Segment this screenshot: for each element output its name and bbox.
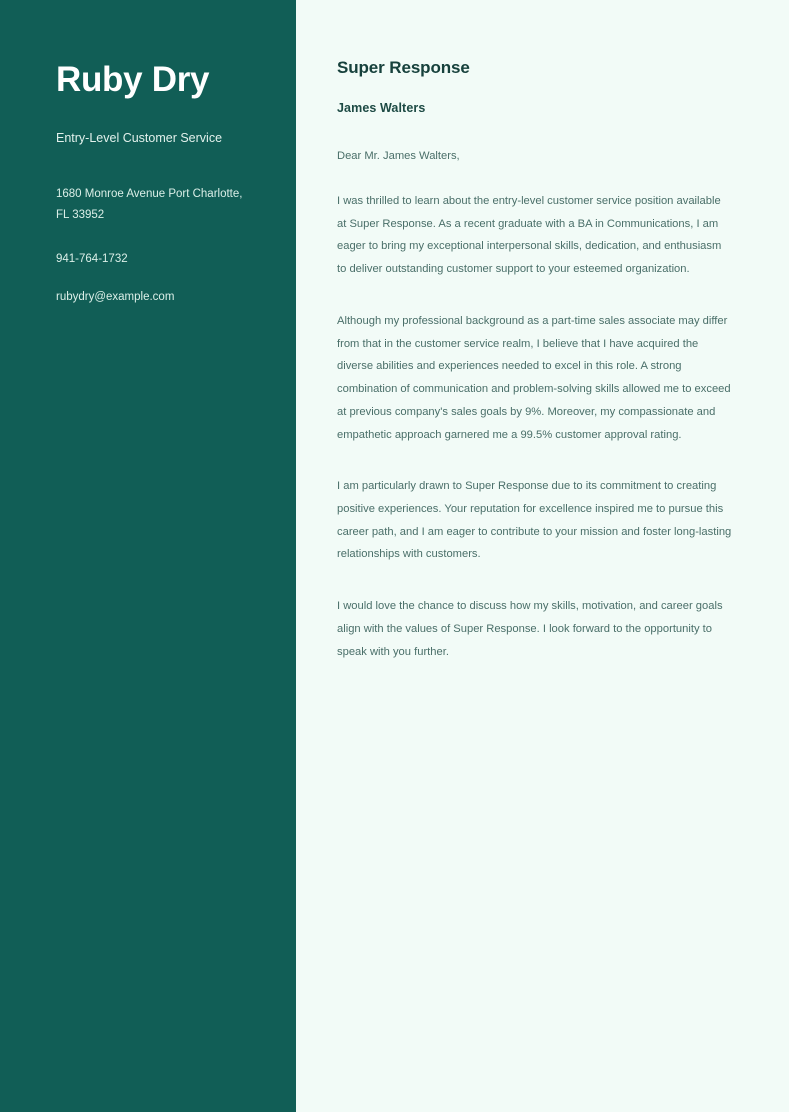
letter-paragraph: I am particularly drawn to Super Response due to its commitment to creating positive experiences. Your reputation for excellence inspired me to pursue this career path, and I am eager to contribute to your mission and foster long-lasting relationships with customers. [337,480,732,561]
address-line-2: FL 33952 [56,209,105,222]
company-name: Super Response [337,58,470,77]
contact-email: rubydry@example.com [56,290,175,303]
letter-paragraph: I was thrilled to learn about the entry-level customer service position available at Super Response. As a recent graduate with a BA in Communications, I am eager to bring my exceptional interpersonal skills, dedication, and enthusiasm to deliver outstanding customer support to your esteemed organization. [337,194,722,276]
candidate-name: Ruby Dry [56,60,210,99]
recipient-name: James Walters [337,101,426,115]
candidate-role: Entry-Level Customer Service [56,131,223,146]
letter-paragraphs [337,190,733,663]
letter-paragraph: Although my professional background as a part-time sales associate may differ from that in the customer service realm, I believe that I have acquired the diverse abilities and experiences needed to excel in this role. A strong combination of communication and problem-solving skills allowed me to exceed at previous company's sales goals by 9%. Moreover, my compassionate and empathetic approach garnered me a 99.5% customer approval rating. [337,314,731,441]
contact-phone: 941-764-1732 [56,252,128,265]
sidebar [0,0,296,1112]
contact-address [56,184,246,227]
letter-paragraph: I would love the chance to discuss how my skills, motivation, and career goals align with the values of Super Response. I look forward to the opportunity to speak with you further. [337,600,723,658]
letter-content [296,0,789,1112]
address-line-1: 1680 Monroe Avenue Port Charlotte, [56,188,243,200]
contact-block [56,184,256,308]
salutation: Dear Mr. James Walters, [337,150,460,162]
